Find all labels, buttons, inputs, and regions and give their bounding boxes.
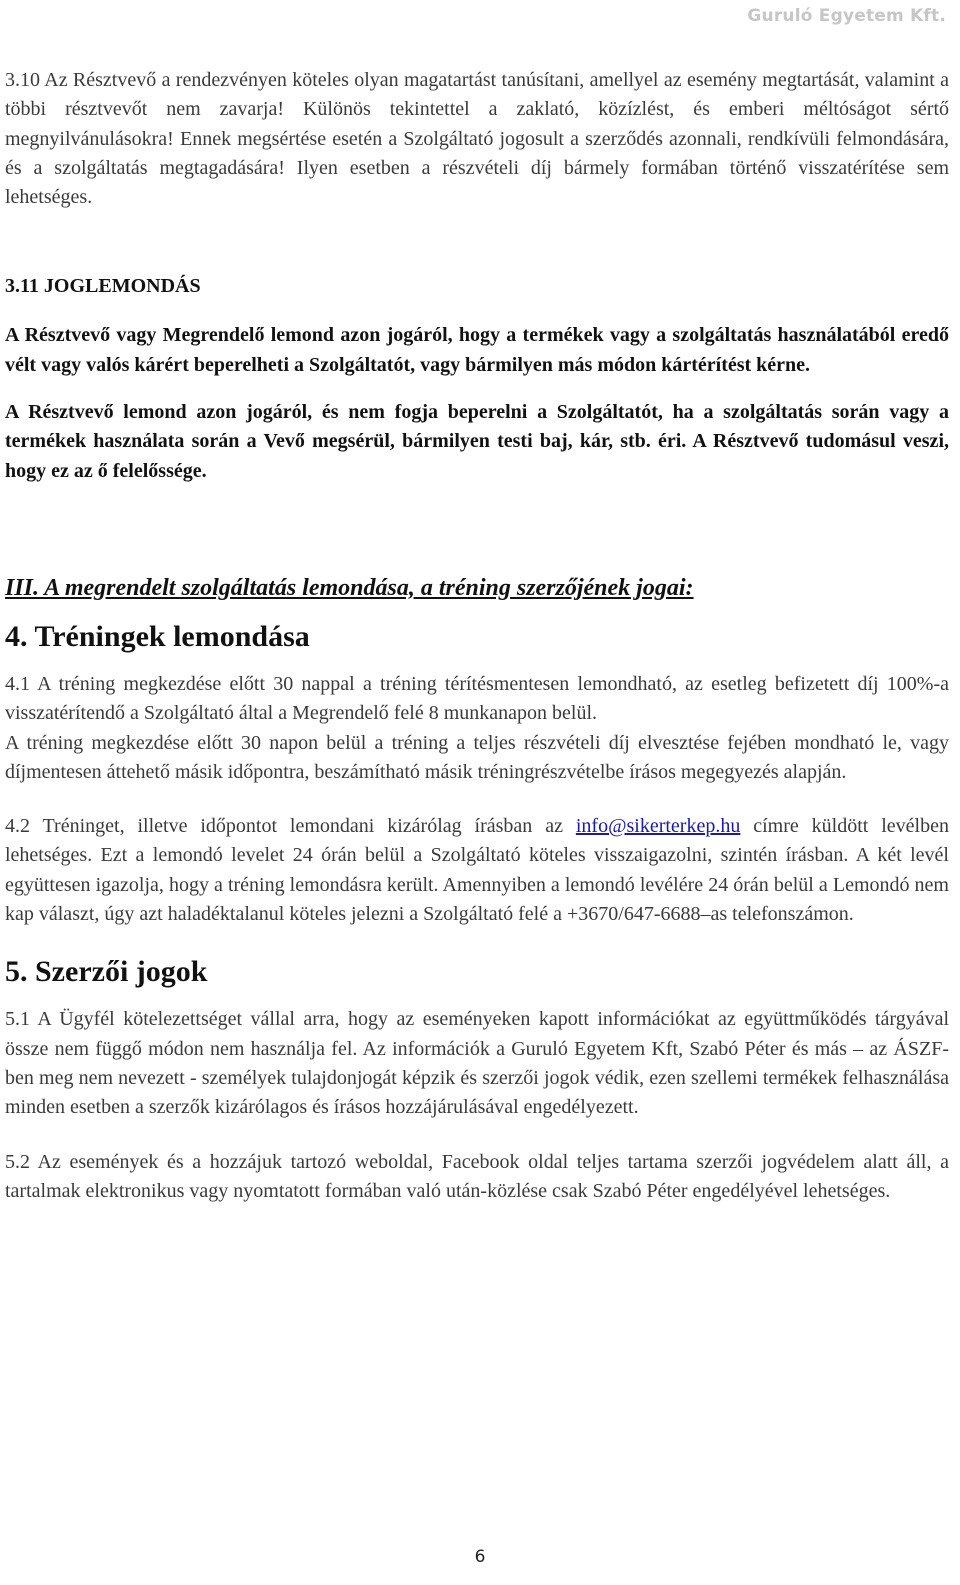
heading-section-4: 4. Tréningek lemondása	[5, 619, 310, 653]
paragraph-5-2: 5.2 Az események és a hozzájuk tartozó weboldal, Facebook oldal teljes tartama szerzői jogvédelem alatt áll, a tartalmak elektronikus vagy nyomtatott formában való után-közlése csak Szabó Péter engedélyével lehetséges.	[5, 1150, 949, 1202]
spacer	[5, 486, 949, 572]
paragraph-4-1a: 4.1 A tréning megkezdése előtt 30 nappal a tréning térítésmentesen lemondható, az esetleg befizetett díj 100%-a visszatérítendő a Szolgáltató által a Megrendelő felé 8 munkanapon belül.	[5, 672, 949, 725]
paragraph-4-2-after: címre küldött levélben lehetséges. Ezt a lemondó levelet 24 órán belül a Szolgáltató köteles visszaigazolni, szintén írásban. A két levél együttesen igazolja, hogy a tréning lemondásra került. Amennyiben a lemondó levélére 24 órán belül a Lemondó nem kap választ, úgy azt haladéktalanul köteles jelezni a Szolgáltató felé a +3670/647-6688–as telefonszámon.	[5, 815, 949, 926]
paragraph-4-2	[5, 812, 949, 929]
document-body	[5, 66, 949, 1206]
paragraph-4-2-before: 4.2 Tréninget, illetve időpontot lemondani kizárólag írásban az	[5, 815, 576, 838]
header-company-name: Guruló Egyetem Kft.	[747, 6, 946, 26]
heading-3-11: 3.11 JOGLEMONDÁS	[5, 275, 201, 298]
page-number: 6	[474, 1547, 486, 1567]
paragraph-3-11-waiver-1: A Résztvevő vagy Megrendelő lemond azon jogáról, hogy a termékek vagy a szolgáltatás használatából eredő vélt vagy valós kárért beperelheti a Szolgáltatót, vagy bármilyen más módon kártérítést kérne.	[5, 324, 949, 376]
email-link[interactable]: info@sikerterkep.hu	[575, 815, 741, 838]
paragraph-5-1: 5.1 A Ügyfél kötelezettséget vállal arra, hogy az eseményeken kapott információkat az együttműködés tárgyával össze nem függő módon nem használja fel. Az információk a Guruló Egyetem Kft, Szabó Péter és más – az ÁSZF-ben meg nem nevezett - személyek tulajdonjogát képzik és szerzői jogok védik, ezen szellemi termékek felhasználása minden esetben a szerzők kizárólagos és írásos hozzájárulásával engedélyezett.	[5, 1008, 949, 1119]
paragraph-3-10: 3.10 Az Résztvevő a rendezvényen köteles olyan magatartást tanúsítani, amellyel az esemény megtartását, valamint a többi résztvevőt nem zavarja! Különös tekintettel a zaklató, közízlést, és emberi méltóságot sértő megnyilvánulásokra! Ennek megsértése esetén a Szolgáltató jogosult a szerződés azonnali, rendkívüli felmondására, és a szolgáltatás megtagadására! Ilyen esetben a részvételi díj bármely formában történő visszatérítése sem lehetséges.	[5, 69, 949, 209]
heading-section-5: 5. Szerzői jogok	[5, 955, 208, 989]
paragraph-4-1b: A tréning megkezdése előtt 30 napon belül a tréning a teljes részvételi díj elvesztése fejében mondható le, vagy díjmentesen áttehető másik időpontra, beszámítható másik tréningrészvételbe írásos megegyezés alapján.	[5, 731, 949, 783]
paragraph-3-11-waiver-2: A Résztvevő lemond azon jogáról, és nem fogja beperelni a Szolgáltatót, ha a szolgáltatás során vagy a termékek használata során a Vevő megsérül, bármilyen testi baj, kár, stb. éri. A Résztvevő tudomásul veszi, hogy ez az ő felelőssége.	[5, 401, 949, 482]
heading-part-iii: III. A megrendelt szolgáltatás lemondása, a tréning szerzőjének jogai:	[5, 574, 694, 601]
